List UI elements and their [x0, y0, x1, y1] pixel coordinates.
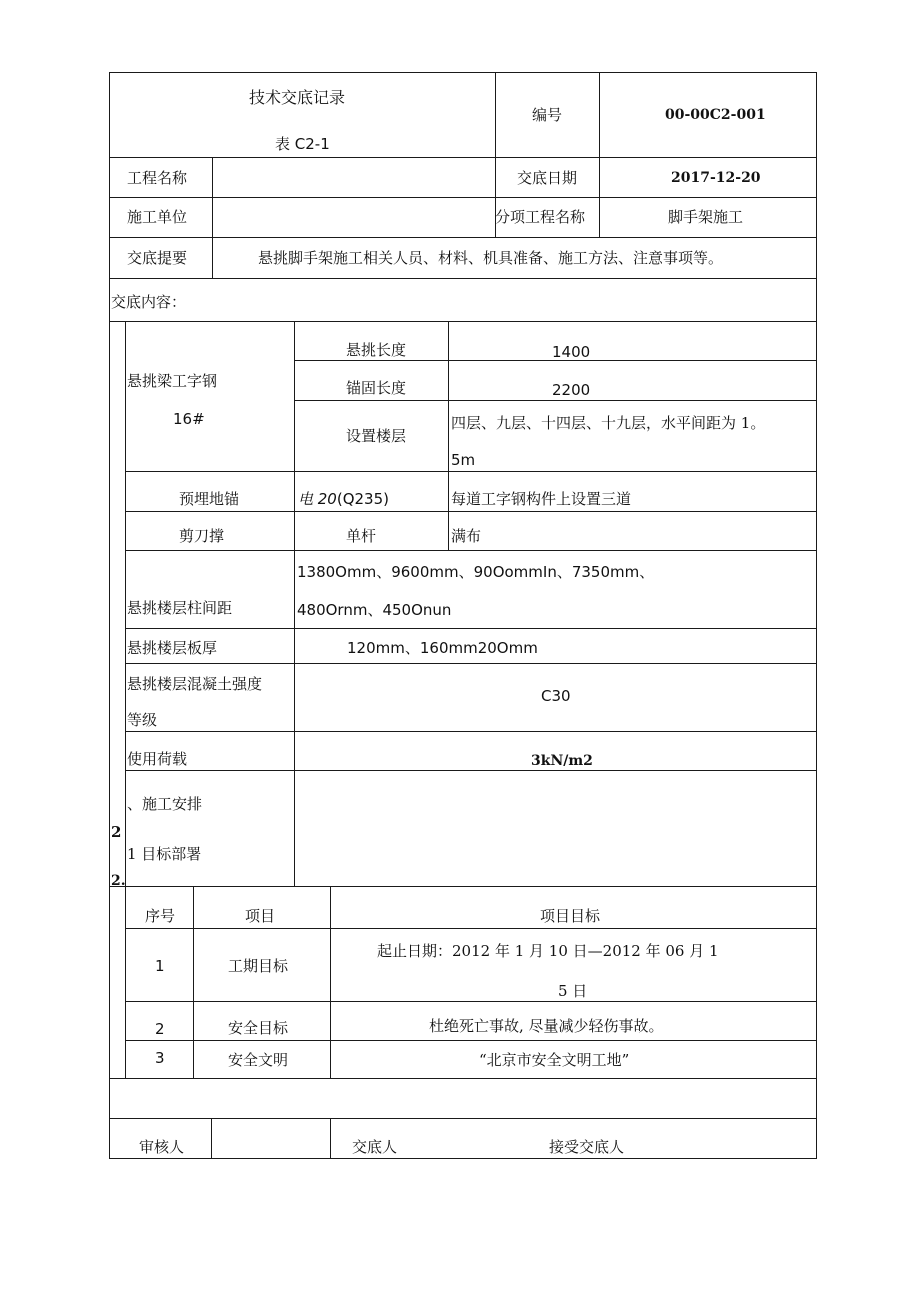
row-2-no: 2 [155, 1020, 165, 1038]
rule [109, 278, 817, 279]
scissor-brace-note: 满布 [451, 527, 482, 545]
frame-top [109, 72, 817, 73]
receiver-label: 接受交底人 [549, 1138, 625, 1156]
ground-anchor-label: 预埋地锚 [179, 490, 240, 508]
load-label: 使用荷载 [127, 750, 188, 768]
scissor-brace-spec: 单杆 [346, 527, 377, 545]
rule [294, 321, 295, 887]
rule [125, 628, 817, 629]
date-value: 2017-12-20 [671, 170, 761, 186]
ground-anchor-spec-suffix: (Q235) [336, 490, 390, 508]
rule [109, 1118, 817, 1119]
row-1-item: 工期目标 [228, 957, 289, 975]
concrete-grade-label-cont: 等级 [127, 711, 158, 729]
rule [109, 237, 817, 238]
rule [109, 157, 817, 158]
anchor-length-value: 2200 [552, 381, 591, 399]
row-3-no: 3 [155, 1049, 165, 1067]
ground-anchor-spec-prefix: 电 20 [298, 490, 337, 508]
subproject-label: 分项工程名称 [495, 208, 586, 226]
doc-number-label: 编号 [532, 106, 563, 124]
column-span-label: 悬挑楼层柱间距 [127, 599, 233, 617]
rule [125, 886, 126, 1078]
rule [125, 511, 817, 512]
reviewer-label: 审核人 [139, 1138, 185, 1156]
rule [125, 550, 817, 551]
rule [109, 886, 817, 887]
section-number: 2 [111, 823, 122, 841]
row-1-no: 1 [155, 957, 165, 975]
row-2-goal: 杜绝死亡事故, 尽量减少轻伤事故。 [429, 1017, 664, 1035]
discloser-label: 交底人 [352, 1138, 398, 1156]
rule [193, 886, 194, 1078]
ground-anchor-spec [298, 490, 389, 508]
summary-label: 交底提要 [127, 249, 188, 267]
anchor-length-label: 锚固长度 [346, 379, 407, 397]
slab-thickness-value: 120mm、160mm20Omm [347, 639, 538, 657]
subproject-value: 脚手架施工 [668, 208, 744, 226]
overhang-length-label: 悬挑长度 [346, 341, 407, 359]
col-header-goal: 项目目标 [540, 907, 601, 925]
rule [125, 928, 817, 929]
form-title: 技术交底记录 [249, 88, 346, 107]
row-2-item: 安全目标 [228, 1019, 289, 1037]
form-number: 表 C2-1 [275, 135, 330, 153]
target-deploy-label: 1 目标部署 [127, 845, 202, 863]
col-header-item: 项目 [245, 907, 276, 925]
row-1-goal: 起止日期：2012 年 1 月 10 日—2012 年 06 月 1 [377, 942, 719, 960]
date-label: 交底日期 [517, 169, 578, 187]
floor-value-cont: 5m [451, 451, 476, 469]
rule [448, 321, 449, 551]
floor-value: 四层、九层、十四层、十九层，水平间距为 1。 [451, 414, 766, 432]
rule [211, 1118, 212, 1159]
rule [125, 321, 126, 887]
row-1-goal-cont: 5 日 [558, 982, 588, 1000]
column-span-value: 1380Omm、9600mm、90OommIn、7350mm、 [297, 563, 655, 581]
rule [125, 663, 817, 664]
row-3-item: 安全文明 [228, 1051, 289, 1069]
col-header-no: 序号 [145, 907, 176, 925]
content-label: 交底内容： [111, 293, 187, 311]
column-span-value-cont: 480Ornm、450Onun [297, 601, 452, 619]
doc-number-value: 00-00C2-001 [665, 107, 766, 123]
scissor-brace-label: 剪刀撑 [179, 527, 225, 545]
rule [125, 1001, 817, 1002]
ground-anchor-note: 每道工字钢构件上设置三道 [451, 490, 632, 508]
rule [109, 197, 817, 198]
concrete-grade-value: C30 [541, 687, 571, 705]
row-3-goal: “北京市安全文明工地” [479, 1051, 630, 1069]
floor-label: 设置楼层 [346, 427, 407, 445]
frame-bottom [109, 1158, 817, 1159]
contractor-label: 施工单位 [127, 208, 188, 226]
frame-right [816, 72, 817, 1159]
load-value: 3kN/m2 [531, 753, 593, 769]
rule [125, 471, 817, 472]
beam-label: 悬挑梁工字钢 [127, 372, 218, 390]
arrangement-label: 、施工安排 [127, 795, 203, 813]
rule [125, 1040, 817, 1041]
rule [125, 770, 817, 771]
rule [212, 157, 213, 279]
frame-left [109, 72, 110, 1159]
rule [599, 72, 600, 238]
concrete-grade-label: 悬挑楼层混凝土强度 [127, 675, 263, 693]
rule [294, 400, 817, 401]
project-name-label: 工程名称 [127, 169, 188, 187]
rule [330, 886, 331, 1078]
beam-spec: 16# [173, 410, 205, 428]
rule [109, 321, 817, 322]
rule [125, 731, 817, 732]
overhang-length-value: 1400 [552, 343, 591, 361]
section-number-sub: 2. [111, 873, 126, 889]
slab-thickness-label: 悬挑楼层板厚 [127, 639, 218, 657]
rule [330, 1118, 331, 1159]
summary-value: 悬挑脚手架施工相关人员、材料、机具准备、施工方法、注意事项等。 [258, 249, 724, 267]
rule [109, 1078, 817, 1079]
